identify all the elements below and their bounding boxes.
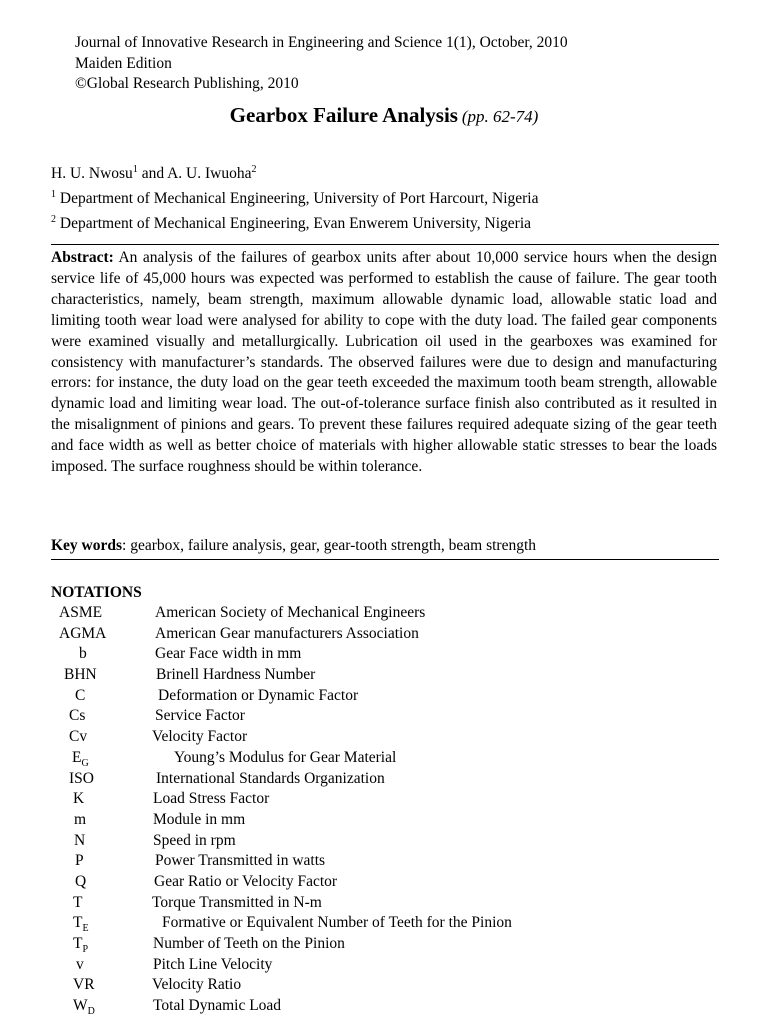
author-2-mark: 2 bbox=[251, 164, 257, 175]
notation-symbol bbox=[64, 665, 97, 686]
journal-citation: Journal of Innovative Research in Engineering and Science 1(1), October, 2010 bbox=[75, 34, 568, 51]
notation-symbol-text: ASME bbox=[59, 604, 103, 621]
affiliation-2-text: Department of Mechanical Engineering, Evan Enwerem University, Nigeria bbox=[56, 215, 532, 233]
notation-symbol-text: C bbox=[75, 686, 86, 704]
paper-title-text: Gearbox Failure Analysis bbox=[229, 103, 458, 127]
notation-symbol bbox=[75, 686, 85, 707]
affiliation-2 bbox=[51, 209, 539, 234]
paper-page-range: (pp. 62-74) bbox=[461, 107, 539, 126]
notation-symbol-text: Q bbox=[75, 872, 87, 890]
keywords-label: Key words bbox=[51, 537, 123, 554]
author-block bbox=[51, 159, 539, 234]
keywords-text: : gearbox, failure analysis, gear, gear-tooth strength, beam strength bbox=[122, 537, 537, 554]
notation-symbol bbox=[74, 831, 85, 852]
notation-symbol-text: BHN bbox=[64, 666, 97, 684]
notation-definition: Young’s Modulus for Gear Material bbox=[174, 748, 397, 766]
notation-definition: Gear Ratio or Velocity Factor bbox=[154, 872, 338, 890]
notation-definition: Power Transmitted in watts bbox=[155, 852, 326, 870]
notation-row bbox=[51, 851, 751, 872]
paper-title bbox=[0, 103, 768, 128]
notation-symbol-subscript: P bbox=[82, 944, 89, 956]
notation-definition: Number of Teeth on the Pinion bbox=[153, 935, 345, 952]
author-1: H. U. Nwosu bbox=[51, 165, 133, 183]
notation-symbol bbox=[73, 789, 84, 810]
notation-definition: Module in mm bbox=[153, 810, 246, 828]
notation-row bbox=[51, 624, 751, 645]
notation-row bbox=[51, 810, 751, 831]
notation-row bbox=[51, 665, 751, 686]
notation-definition: Deformation or Dynamic Factor bbox=[158, 686, 359, 704]
author-names bbox=[51, 159, 539, 184]
notation-row bbox=[51, 686, 751, 707]
notation-row bbox=[51, 706, 751, 727]
notation-symbol bbox=[79, 644, 87, 665]
notation-symbol bbox=[69, 727, 87, 748]
author-1-mark: 1 bbox=[132, 164, 138, 175]
notation-definition: Velocity Ratio bbox=[152, 976, 242, 994]
notation-symbol-text: T bbox=[73, 914, 83, 932]
notation-definition: Service Factor bbox=[155, 707, 245, 725]
notation-symbol bbox=[59, 624, 106, 645]
notation-row bbox=[51, 789, 751, 810]
notation-symbol-text: W bbox=[73, 997, 88, 1015]
notation-symbol bbox=[59, 603, 102, 624]
notation-definition: Velocity Factor bbox=[152, 728, 248, 746]
notation-row bbox=[51, 727, 751, 748]
notation-symbol-text: K bbox=[73, 790, 85, 808]
notation-symbol-text: Cs bbox=[69, 707, 86, 725]
journal-copyright: ©Global Research Publishing, 2010 bbox=[75, 75, 299, 92]
notation-row bbox=[51, 872, 751, 893]
notation-symbol bbox=[69, 706, 85, 727]
notation-symbol-subscript: D bbox=[87, 1006, 95, 1018]
notation-symbol-text: AGMA bbox=[59, 624, 107, 642]
journal-edition: Maiden Edition bbox=[75, 54, 172, 72]
notation-symbol bbox=[73, 996, 95, 1023]
affiliation-1-mark: 1 bbox=[51, 189, 56, 201]
notation-row bbox=[51, 831, 751, 852]
notation-symbol-subscript: G bbox=[81, 757, 89, 769]
notation-definition: International Standards Organization bbox=[156, 769, 385, 787]
notation-definition: Formative or Equivalent Number of Teeth for the Pinion bbox=[162, 914, 512, 932]
notation-symbol-text: v bbox=[76, 955, 84, 973]
abstract-text: An analysis of the failures of gearbox units after about 10,000 service hours when the design service life of 45,000 hours was expected was performed to establish the cause of failure. The gear tooth characteristics, namely, beam strength, maximum allowable dynamic load, allowable static load and limiting tooth wear load were analysed for ability to cope with the duty load. The failed gear components were examined visually and metallurgically. Lubrication oil used in the gearboxes was examined for consistency with manufacturer’s standards. The observed failures were due to design and manufacturing errors: for instance, the duty load on the gear teeth exceeded the maximum tooth beam strength, allowable dynamic load and limiting wear load. The out-of-tolerance surface finish also contributed as it resulted in the misalignment of pinions and gears. To prevent these failures required adequate sizing of the gear teeth and face width as well as better choice of materials with higher allowable static stresses to bear the loads imposed. The surface roughness should be within tolerance. bbox=[51, 249, 717, 476]
notation-definition: American Gear manufacturers Association bbox=[155, 624, 419, 642]
notation-symbol-text: ISO bbox=[69, 769, 94, 787]
notation-symbol-text: T bbox=[73, 935, 83, 952]
notation-symbol-text: P bbox=[75, 852, 84, 870]
notations-list bbox=[51, 603, 751, 1017]
notation-definition: Speed in rpm bbox=[153, 831, 236, 849]
affiliation-1 bbox=[51, 184, 539, 209]
notation-symbol-text: Cv bbox=[69, 728, 88, 746]
notation-symbol-text: E bbox=[72, 748, 82, 766]
notations-heading: NOTATIONS bbox=[51, 584, 142, 601]
notation-symbol bbox=[73, 893, 82, 914]
notation-symbol bbox=[73, 975, 95, 996]
notation-row bbox=[51, 913, 751, 934]
notation-definition: Brinell Hardness Number bbox=[156, 666, 316, 684]
abstract-top-rule bbox=[51, 244, 719, 245]
notation-symbol bbox=[75, 872, 86, 893]
notation-row bbox=[51, 748, 751, 769]
notation-row bbox=[51, 769, 751, 790]
notation-symbol-text: b bbox=[79, 645, 87, 663]
notation-symbol-subscript: E bbox=[82, 923, 89, 935]
notation-definition: Load Stress Factor bbox=[153, 790, 270, 808]
notation-definition: Gear Face width in mm bbox=[155, 645, 302, 663]
keywords bbox=[51, 537, 536, 555]
notation-row bbox=[51, 644, 751, 665]
notation-symbol-text: m bbox=[74, 810, 87, 828]
notation-definition: Total Dynamic Load bbox=[153, 997, 282, 1015]
notation-row bbox=[51, 934, 751, 955]
notation-row bbox=[51, 893, 751, 914]
notation-definition: Pitch Line Velocity bbox=[153, 955, 273, 973]
notation-row bbox=[51, 603, 751, 624]
abstract bbox=[51, 248, 717, 478]
notation-symbol bbox=[69, 769, 94, 790]
author-2: and A. U. Iwuoha bbox=[137, 165, 252, 183]
notation-definition: American Society of Mechanical Engineers bbox=[155, 604, 426, 621]
notation-row bbox=[51, 996, 751, 1017]
abstract-label: Abstract: bbox=[51, 249, 114, 266]
notation-symbol-text: N bbox=[74, 831, 86, 849]
notation-symbol-text: T bbox=[73, 893, 83, 911]
affiliation-2-mark: 2 bbox=[51, 214, 56, 226]
notation-row bbox=[51, 975, 751, 996]
affiliation-1-text: Department of Mechanical Engineering, University of Port Harcourt, Nigeria bbox=[56, 190, 539, 208]
journal-header bbox=[75, 33, 568, 95]
notation-definition: Torque Transmitted in N-m bbox=[152, 893, 322, 911]
notation-symbol bbox=[74, 810, 86, 831]
notation-row bbox=[51, 955, 751, 976]
notations-section bbox=[51, 582, 751, 1017]
notation-symbol bbox=[76, 955, 84, 976]
notation-symbol bbox=[75, 851, 84, 872]
keywords-bottom-rule bbox=[51, 559, 719, 560]
notation-symbol-text: VR bbox=[73, 976, 95, 994]
